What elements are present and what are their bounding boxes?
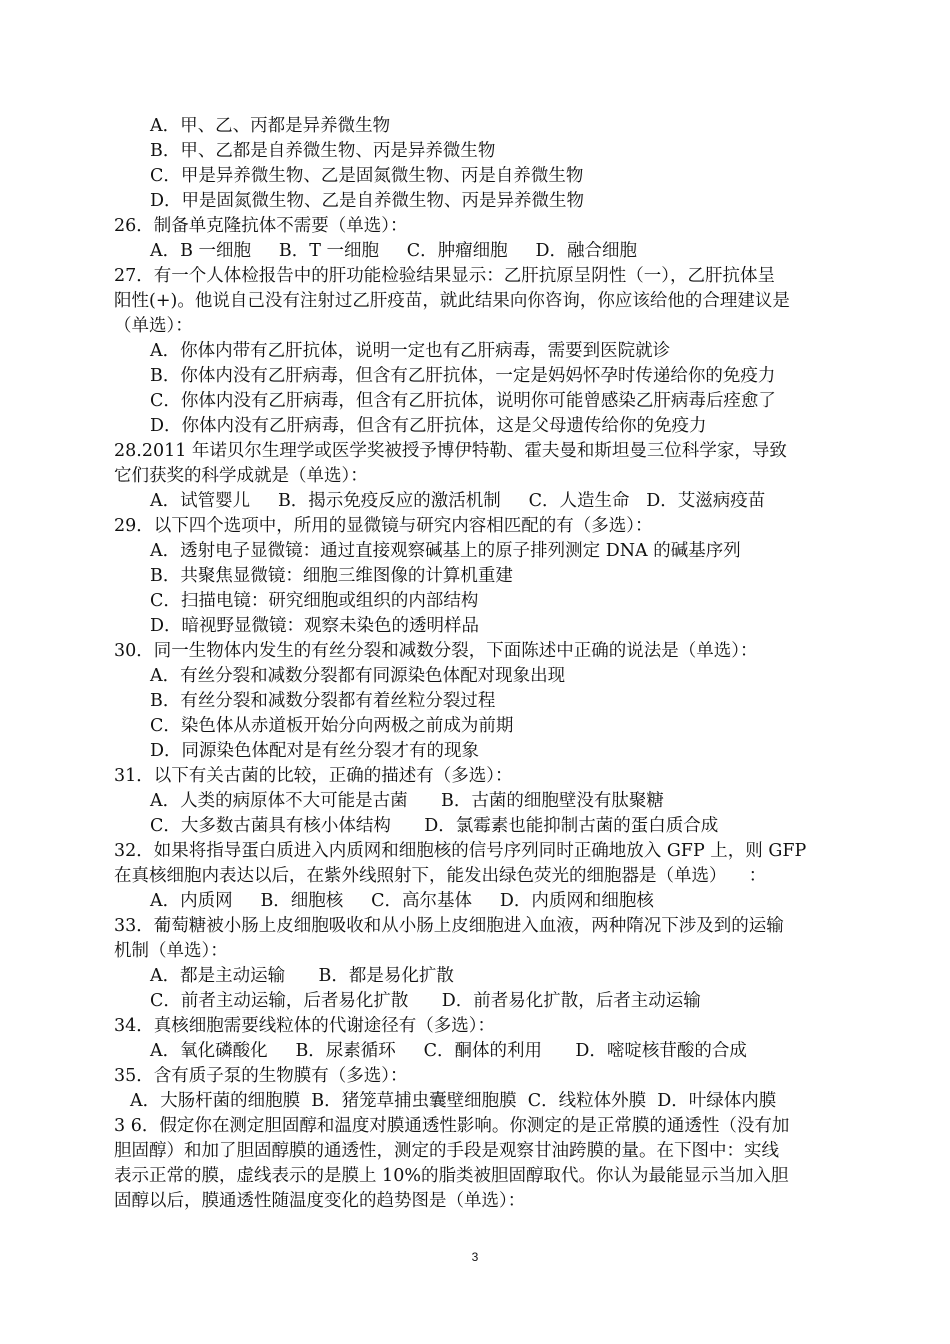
option-line: C．你体内没有乙肝病毒，但含有乙肝抗体，说明你可能曾感染乙肝病毒后痊愈了 [150, 391, 776, 411]
option-line: A．氧化磷酸化 B．尿素循环 C．酮体的利用 D．嘧啶核苷酸的合成 [150, 1041, 747, 1061]
question-line: 26．制备单克隆抗体不需要（单选）： [114, 216, 408, 236]
question-line: 阳性(+)。他说自己没有注射过乙肝疫苗，就此结果向你咨询，你应该给他的合理建议是 [114, 291, 790, 311]
option-line: C．前者主动运输，后者易化扩散 D．前者易化扩散，后者主动运输 [150, 991, 701, 1011]
option-line: A．透射电子显微镜：通过直接观察碱基上的原子排列测定 DNA 的碱基序列 [150, 541, 741, 561]
question-line: 31．以下有关古菌的比较，正确的描述有（多选）： [114, 766, 513, 786]
question-line: 34．真核细胞需要线粒体的代谢途径有（多选）： [114, 1016, 496, 1036]
option-line: A．试管婴儿 B．揭示免疫反应的激活机制 C．人造生命 D．艾滋病疫苗 [150, 491, 766, 511]
option-line: A．都是主动运输 B．都是易化扩散 [150, 966, 454, 986]
option-line: A．甲、乙、丙都是异养微生物 [150, 116, 391, 136]
option-line: D．你体内没有乙肝病毒，但含有乙肝抗体，这是父母遗传给你的免疫力 [150, 416, 707, 436]
question-line: 表示正常的膜，虚线表示的是膜上 10%的脂类被胆固醇取代。你认为最能显示当加入胆 [114, 1166, 789, 1186]
option-line: C．染色体从赤道板开始分向两极之前成为前期 [150, 716, 514, 736]
option-line: D．同源染色体配对是有丝分裂才有的现象 [150, 741, 480, 761]
question-line: 胆固醇）和加了胆固醇膜的通透性，测定的手段是观察甘油跨膜的量。在下图中：实线 [114, 1141, 779, 1161]
option-line: B．共聚焦显微镜：细胞三维图像的计算机重建 [150, 566, 513, 586]
question-line: 28.2011 年诺贝尔生理学或医学奖被授予博伊特勒、霍夫曼和斯坦曼三位科学家，导致 [114, 441, 787, 461]
option-line: B．甲、乙都是自养微生物、丙是异养微生物 [150, 141, 496, 161]
option-line: C．大多数古菌具有核小体结构 D．氯霉素也能抑制古菌的蛋白质合成 [150, 816, 719, 836]
option-line: A．B 一细胞 B．T 一细胞 C．肿瘤细胞 D．融合细胞 [150, 241, 638, 261]
question-line: 29．以下四个选项中，所用的显微镜与研究内容相匹配的有（多选）： [114, 516, 653, 536]
option-line: A．人类的病原体不大可能是古菌 B．古菌的细胞壁没有肽聚糖 [150, 791, 664, 811]
question-line: 3 6．假定你在测定胆固醇和温度对膜通透性影响。你测定的是正常膜的通透性（没有加 [114, 1116, 790, 1136]
question-line: 固醇以后，膜通透性随温度变化的趋势图是（单选）： [114, 1191, 526, 1211]
option-line: A．有丝分裂和减数分裂都有同源染色体配对现象出现 [150, 666, 566, 686]
option-line: A．内质网 B．细胞核 C．高尔基体 D．内质网和细胞核 [150, 891, 654, 911]
option-line: A．你体内带有乙肝抗体，说明一定也有乙肝病毒，需要到医院就诊 [150, 341, 671, 361]
question-line: 30．同一生物体内发生的有丝分裂和减数分裂，下面陈述中正确的说法是（单选）： [114, 641, 758, 661]
option-line: D．甲是固氮微生物、乙是自养微生物、丙是异养微生物 [150, 191, 585, 211]
question-line: 它们获奖的科学成就是（单选）： [114, 466, 368, 486]
question-line: 33．葡萄糖被小肠上皮细胞吸收和从小肠上皮细胞进入血液，两种隋况下涉及到的运输 [114, 916, 784, 936]
page-number: 3 [471, 1250, 479, 1264]
option-line: A．大肠杆菌的细胞膜 B．猪笼草捕虫囊壁细胞膜 C．线粒体外膜 D．叶绿体内膜 [130, 1091, 777, 1111]
option-line: B．有丝分裂和减数分裂都有着丝粒分裂过程 [150, 691, 496, 711]
question-line: 机制（单选）： [114, 941, 228, 961]
option-line: C．扫描电镜：研究细胞或组织的内部结构 [150, 591, 479, 611]
option-line: C．甲是异养微生物、乙是固氮微生物、丙是自养微生物 [150, 166, 584, 186]
question-line: 32．如果将指导蛋白质进入内质网和细胞核的信号序列同时正确地放入 GFP 上，则 GFP [114, 841, 807, 861]
option-line: D．暗视野显微镜：观察未染色的透明样品 [150, 616, 480, 636]
question-line: （单选）： [114, 316, 193, 336]
question-line: 35．含有质子泵的生物膜有（多选）： [114, 1066, 408, 1086]
option-line: B．你体内没有乙肝病毒，但含有乙肝抗体，一定是妈妈怀孕时传递给你的免疫力 [150, 366, 776, 386]
question-line: 27．有一个人体检报告中的肝功能检验结果显示：乙肝抗原呈阴性（一），乙肝抗体呈 [114, 266, 776, 286]
question-line: 在真核细胞内表达以后，在紫外线照射下，能发出绿色荧光的细胞器是（单选） ： [114, 866, 767, 886]
